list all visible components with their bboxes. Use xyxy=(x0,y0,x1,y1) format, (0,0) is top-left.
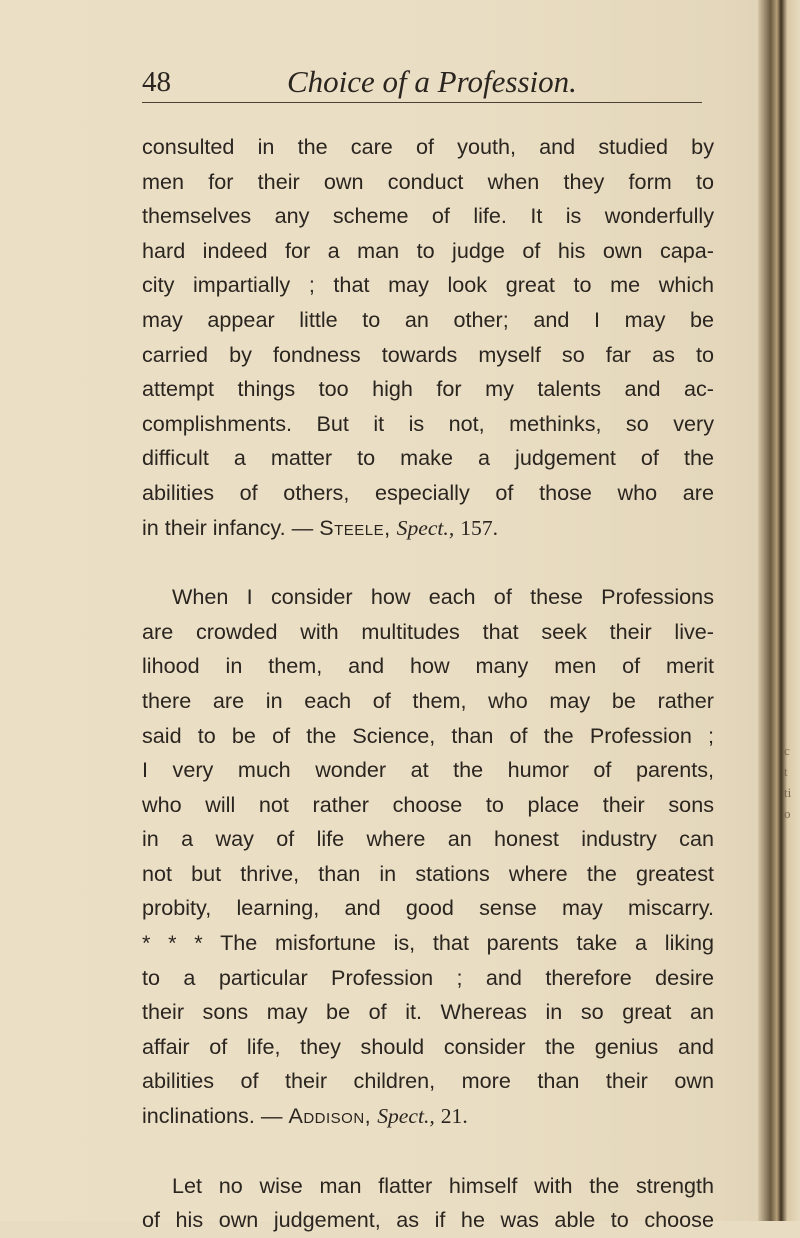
text-line: to a particular Profession ; and therefore desire xyxy=(142,964,714,990)
passage-addison xyxy=(142,580,714,1134)
text-line: I very much wonder at the humor of parents, xyxy=(142,757,714,783)
text-line: * * * The misfortune is, that parents take a liking xyxy=(142,930,714,956)
author-name: Steele, xyxy=(319,514,391,540)
text-line: affair of life, they should consider the genius and xyxy=(142,1033,714,1059)
margin-fragment: o xyxy=(784,806,791,821)
text-line: men for their own conduct when they form to xyxy=(142,168,714,194)
margin-fragment: c xyxy=(784,743,790,758)
running-title: Choice of a Profession. xyxy=(287,64,577,99)
text-line: in a way of life where an honest industry can xyxy=(142,826,714,852)
text-line: are crowded with multitudes that seek their live- xyxy=(142,618,714,644)
page-header xyxy=(142,58,702,103)
passage-steele xyxy=(142,130,714,545)
paragraph-gap xyxy=(142,1134,714,1169)
passage-final xyxy=(142,1169,714,1238)
text-line: not but thrive, than in stations where the greatest xyxy=(142,860,714,886)
text-line: probity, learning, and good sense may miscarry. xyxy=(142,895,714,921)
source-number: 21. xyxy=(440,1104,468,1129)
source-number: 157. xyxy=(460,515,499,540)
text-line: complishments. But it is not, methinks, so very xyxy=(142,410,714,436)
text-line: city impartially ; that may look great to me which xyxy=(142,272,714,298)
text-line: who will not rather choose to place their sons xyxy=(142,791,714,817)
text-fragment: inclinations. — xyxy=(142,1103,289,1129)
text-line: abilities of others, especially of those who are xyxy=(142,479,714,505)
page-number: 48 xyxy=(142,66,171,98)
text-line: their sons may be of it. Whereas in so great an xyxy=(142,999,714,1025)
text-line: hard indeed for a man to judge of his own capa- xyxy=(142,237,714,263)
text-line: may appear little to an other; and I may be xyxy=(142,306,714,332)
source-title: Spect., xyxy=(396,515,455,540)
facing-page-fragments xyxy=(784,740,798,820)
source-title: Spect., xyxy=(377,1104,435,1129)
text-line: carried by fondness towards myself so far as to xyxy=(142,341,714,367)
text-line: lihood in them, and how many men of merit xyxy=(142,653,714,679)
text-line: abilities of their children, more than their own xyxy=(142,1068,714,1094)
text-line: themselves any scheme of life. It is wonderfully xyxy=(142,203,714,229)
text-line: of his own judgement, as if he was able to choose xyxy=(142,1207,714,1233)
margin-fragment: t xyxy=(784,764,788,779)
text-line: attempt things too high for my talents and ac- xyxy=(142,376,714,402)
text-line: said to be of the Science, than of the Profession ; xyxy=(142,722,714,748)
margin-fragment: ti xyxy=(784,785,792,800)
attribution-line xyxy=(142,1099,714,1134)
text-fragment: in their infancy. — xyxy=(142,514,320,540)
text-line: there are in each of them, who may be rather xyxy=(142,687,714,713)
text-line: Let no wise man flatter himself with the strength xyxy=(172,1172,714,1198)
paragraph-gap xyxy=(142,545,714,580)
text-line: consulted in the care of youth, and studied by xyxy=(142,134,714,159)
body-text xyxy=(142,130,714,1238)
author-name: Addison, xyxy=(288,1103,372,1129)
text-line: difficult a matter to make a judgement of the xyxy=(142,445,714,471)
facing-page-edge xyxy=(758,0,800,1221)
attribution-line xyxy=(142,511,714,546)
text-line: When I consider how each of these Professions xyxy=(172,584,714,610)
